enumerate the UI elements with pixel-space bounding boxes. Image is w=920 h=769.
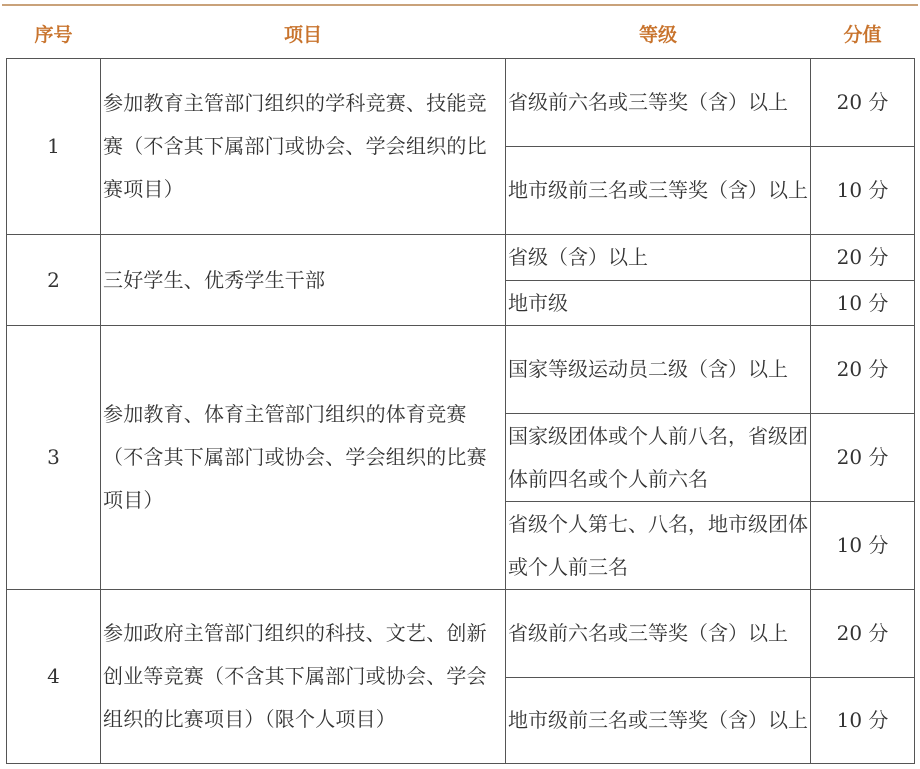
row-score: 20 分 bbox=[811, 59, 915, 147]
row-score: 20 分 bbox=[811, 590, 915, 678]
row-item: 参加政府主管部门组织的科技、文艺、创新创业等竞赛（不含其下属部门或协会、学会组织的比赛项目）（限个人项目） bbox=[101, 590, 506, 764]
row-level: 国家级团体或个人前八名，省级团体前四名或个人前六名 bbox=[506, 414, 811, 502]
row-item: 参加教育、体育主管部门组织的体育竞赛（不含其下属部门或协会、学会组织的比赛项目） bbox=[101, 326, 506, 590]
row-level: 省级前六名或三等奖（含）以上 bbox=[506, 590, 811, 678]
row-level: 省级（含）以上 bbox=[506, 235, 811, 281]
row-num: 4 bbox=[7, 590, 101, 764]
header-row bbox=[7, 8, 915, 59]
header-num: 序号 bbox=[7, 8, 101, 59]
table-row bbox=[7, 590, 915, 678]
row-score: 10 分 bbox=[811, 502, 915, 590]
header-item: 项目 bbox=[101, 8, 506, 59]
row-level: 省级个人第七、八名，地市级团体或个人前三名 bbox=[506, 502, 811, 590]
row-score: 10 分 bbox=[811, 281, 915, 326]
table-row bbox=[7, 326, 915, 414]
row-num: 2 bbox=[7, 235, 101, 326]
row-score: 20 分 bbox=[811, 326, 915, 414]
row-score: 20 分 bbox=[811, 235, 915, 281]
row-level: 省级前六名或三等奖（含）以上 bbox=[506, 59, 811, 147]
row-score: 10 分 bbox=[811, 147, 915, 235]
row-num: 1 bbox=[7, 59, 101, 235]
row-level: 地市级前三名或三等奖（含）以上 bbox=[506, 147, 811, 235]
row-score: 20 分 bbox=[811, 414, 915, 502]
top-rule bbox=[2, 4, 918, 6]
row-item: 参加教育主管部门组织的学科竞赛、技能竞赛（不含其下属部门或协会、学会组织的比赛项目） bbox=[101, 59, 506, 235]
row-item: 三好学生、优秀学生干部 bbox=[101, 235, 506, 326]
header-score: 分值 bbox=[811, 8, 915, 59]
score-table bbox=[6, 8, 915, 764]
row-num: 3 bbox=[7, 326, 101, 590]
row-level: 国家等级运动员二级（含）以上 bbox=[506, 326, 811, 414]
header-level: 等级 bbox=[506, 8, 811, 59]
table-row bbox=[7, 59, 915, 147]
row-level: 地市级 bbox=[506, 281, 811, 326]
row-level: 地市级前三名或三等奖（含）以上 bbox=[506, 678, 811, 764]
table-row bbox=[7, 235, 915, 281]
row-score: 10 分 bbox=[811, 678, 915, 764]
